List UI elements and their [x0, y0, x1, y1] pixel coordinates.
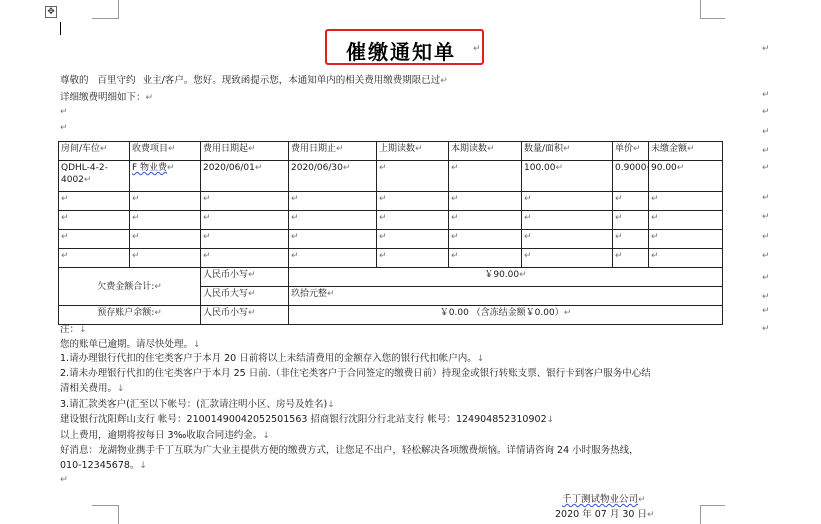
row-end-mark: ↵ — [762, 193, 770, 203]
table-cell[interactable]: ↵ — [289, 192, 377, 211]
greeting-room: 百里守约 — [97, 75, 136, 86]
table-cell[interactable]: ↵ — [201, 192, 289, 211]
table-cell[interactable]: 2020/06/30↵ — [289, 161, 377, 192]
table-header: 费用日期止↵ — [289, 142, 377, 161]
table-header: 房间/车位↵ — [59, 142, 130, 161]
table-cell[interactable]: ↵ — [522, 230, 613, 249]
table-cell[interactable]: ↵ — [449, 211, 522, 230]
table-cell[interactable]: ↵ — [613, 249, 649, 268]
paragraph-mark: ↵ — [60, 474, 68, 485]
paragraph-mark: ↵ — [762, 107, 770, 117]
table-cell[interactable]: ↵ — [59, 211, 130, 230]
row-end-mark: ↵ — [762, 251, 770, 261]
paragraph-mark: ↵ — [762, 127, 770, 137]
table-header: 本期读数↵ — [449, 142, 522, 161]
notes-news-cont[interactable]: 010-12345678。↓ — [60, 460, 147, 471]
row-end-mark: ↵ — [762, 163, 770, 173]
table-cell[interactable]: ↵ — [613, 211, 649, 230]
table-cell[interactable]: ↵ — [649, 249, 723, 268]
table-cell[interactable]: ↵ — [289, 230, 377, 249]
table-cell[interactable]: ↵ — [377, 161, 449, 192]
row-end-mark: ↵ — [762, 212, 770, 222]
paragraph-mark: ↵ — [60, 123, 68, 133]
notes-penalty[interactable]: 以上费用，逾期将按每日 3‰收取合同违约金。↓ — [60, 430, 270, 441]
notes-label[interactable]: 注：↓ — [60, 324, 87, 335]
notes-item-1[interactable]: 1.请办理银行代扣的住宅类客户于本月 20 日前将以上未结清费用的金额存入您的银行代扣帐户内。↓ — [60, 353, 485, 364]
upper-case-amount[interactable]: 玖拾元整↵ — [289, 287, 723, 306]
signature-date[interactable]: 2020 年 07 月 30 日↵ — [555, 509, 655, 520]
table-cell[interactable]: ↵ — [613, 192, 649, 211]
notes-item-3[interactable]: 3.请汇款类客户(汇至以下帐号：(汇款请注明小区、房号及姓名)↓ — [60, 399, 335, 410]
table-cell[interactable]: ↵ — [130, 249, 201, 268]
notes-overdue[interactable]: 您的账单已逾期。请尽快处理。↓ — [60, 339, 201, 350]
table-cell[interactable]: ↵ — [201, 230, 289, 249]
table-cell[interactable]: ↵ — [59, 230, 130, 249]
table-cell[interactable]: ↵ — [289, 249, 377, 268]
table-row[interactable] — [59, 249, 723, 268]
table-row[interactable] — [59, 211, 723, 230]
prepay-amount[interactable]: ￥0.00 （含冻结金额￥0.00）↵ — [289, 306, 723, 325]
table-cell[interactable]: ↵ — [201, 211, 289, 230]
paragraph-mark: ↵ — [762, 44, 770, 54]
row-end-mark: ↵ — [762, 324, 770, 334]
table-cell[interactable]: ↵ — [130, 211, 201, 230]
table-header: 未缴金额↵ — [649, 142, 723, 161]
table-cell[interactable]: ↵ — [522, 211, 613, 230]
summary-label: 欠费金额合计:↵ — [59, 268, 201, 306]
row-end-mark: ↵ — [762, 306, 770, 316]
table-cell[interactable]: ↵ — [449, 161, 522, 192]
detail-line[interactable] — [60, 89, 153, 103]
table-cell[interactable]: ↵ — [130, 230, 201, 249]
paragraph-mark: ↵ — [440, 76, 448, 86]
prepay-lower-label: 人民币小写↵ — [201, 306, 289, 325]
table-cell[interactable]: ↵ — [522, 249, 613, 268]
paragraph-mark: ↵ — [145, 93, 154, 103]
table-cell[interactable]: 90.00↵ — [649, 161, 723, 192]
table-cell[interactable]: ↵ — [449, 230, 522, 249]
page-corner-top-left — [92, 0, 119, 19]
notes-bank-accounts[interactable]: 建设银行沈阳辉山支行 帐号：21001490042052501563 招商银行沈阳分行北站支行 帐号：124904852310902↓ — [60, 414, 555, 425]
table-header: 数量/面积↵ — [522, 142, 613, 161]
table-cell[interactable]: ↵ — [649, 192, 723, 211]
table-cell[interactable]: ↵ — [377, 211, 449, 230]
table-cell[interactable]: ↵ — [59, 249, 130, 268]
table-row[interactable] — [59, 230, 723, 249]
row-end-mark: ↵ — [762, 146, 770, 156]
notes-item-2-cont[interactable]: 清相关费用。↓ — [60, 383, 125, 394]
move-icon[interactable]: ✥ — [45, 6, 57, 18]
detail-text: 详细缴费明细如下： — [60, 92, 146, 103]
greeting-text: 业主/客户。您好。现致函提示您，本通知单内的相关费用缴费期限已过 — [142, 75, 441, 86]
table-cell[interactable]: ↵ — [649, 230, 723, 249]
signature-company[interactable]: 千丁测试物业公司↵ — [562, 494, 646, 505]
table-cell[interactable]: ↵ — [377, 249, 449, 268]
table-header-row — [59, 142, 723, 161]
notes-news[interactable]: 好消息：龙湖物业携手千丁互联为广大业主提供方便的缴费方式，让您足不出户，轻松解决各项缴费烦恼。详情请咨询 24 小时服务热线， — [60, 445, 639, 456]
table-cell[interactable]: ↵ — [59, 192, 130, 211]
table-cell[interactable]: ↵ — [613, 230, 649, 249]
table-cell[interactable]: 0.9000 — [613, 161, 649, 192]
row-end-mark: ↵ — [762, 232, 770, 242]
table-row[interactable] — [59, 192, 723, 211]
table-cell[interactable]: ↵ — [130, 192, 201, 211]
lower-case-label: 人民币小写↵ — [201, 268, 289, 287]
paragraph-mark: ↵ — [60, 107, 68, 117]
notes-item-2[interactable]: 2.请未办理银行代扣的住宅类客户于本月 25 日前.（非住宅类客户于合同签定的缴费日前）持现金或银行转账支票、银行卡到客户服务中心结 — [60, 368, 651, 379]
paragraph-mark: ↵ — [473, 44, 481, 54]
table-cell[interactable]: 2020/06/01↵ — [201, 161, 289, 192]
table-header: 上期读数↵ — [377, 142, 449, 161]
greeting-prefix: 尊敬的 — [60, 75, 89, 86]
summary-row-lower[interactable] — [59, 268, 723, 287]
page-corner-bottom-left — [92, 505, 119, 524]
table-cell[interactable]: ↵ — [449, 249, 522, 268]
fee-table — [58, 141, 723, 325]
prepay-row[interactable] — [59, 306, 723, 325]
prepay-label: 预存账户余额:↵ — [59, 306, 201, 325]
text-cursor — [60, 22, 61, 35]
page-corner-bottom-right — [700, 505, 725, 524]
table-header: 收费项目↵ — [130, 142, 201, 161]
table-cell[interactable]: ↵ — [289, 211, 377, 230]
table-cell[interactable]: ↵ — [201, 249, 289, 268]
table-cell[interactable]: ↵ — [649, 211, 723, 230]
page-corner-top-right — [700, 0, 725, 19]
greeting-line[interactable] — [60, 72, 448, 86]
table-cell[interactable]: 100.00↵ — [522, 161, 613, 192]
row-end-mark: ↵ — [762, 273, 770, 283]
page-title: 催缴通知单 — [346, 40, 456, 64]
table-header: 费用日期起↵ — [201, 142, 289, 161]
lower-case-amount[interactable]: ￥90.00↵ — [289, 268, 723, 287]
table-cell[interactable]: F 物业费↵ — [130, 161, 201, 192]
table-cell[interactable]: ↵ — [522, 192, 613, 211]
upper-case-label: 人民币大写↵ — [201, 287, 289, 306]
table-cell[interactable]: ↵ — [449, 192, 522, 211]
table-cell[interactable]: QDHL-4-2-4002↵ — [59, 161, 130, 192]
row-end-mark: ↵ — [762, 292, 770, 302]
paragraph-mark: ↵ — [762, 90, 770, 100]
table-header: 单价↵ — [613, 142, 649, 161]
table-cell[interactable]: ↵ — [377, 192, 449, 211]
table-row[interactable] — [59, 161, 723, 192]
table-cell[interactable]: ↵ — [377, 230, 449, 249]
